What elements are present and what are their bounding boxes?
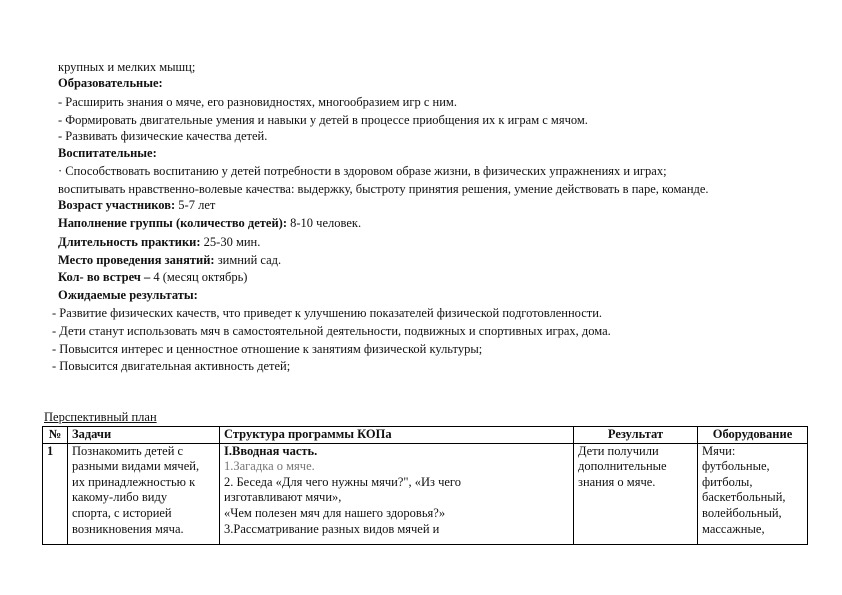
- structure-line: «Чем полезен мяч для нашего здоровья?»: [224, 505, 446, 520]
- group-value: 8-10 человек.: [287, 216, 362, 230]
- result-item: - Дети станут использовать мяч в самостоятельной деятельности, подвижных и спортивных играх, дома.: [52, 324, 611, 338]
- row-tasks-cell: [68, 443, 220, 544]
- group-label: Наполнение группы (количество детей):: [58, 216, 288, 230]
- header-equipment: Оборудование: [698, 427, 808, 444]
- task-line: их принадлежностью к: [72, 474, 196, 489]
- duration-label: Длительность практики:: [58, 235, 201, 249]
- equipment-line: футбольные,: [702, 459, 770, 474]
- result-line: дополнительные: [578, 459, 667, 474]
- structure-line: 2. Беседа «Для чего нужны мячи?", «Из чего: [224, 474, 461, 489]
- place-row: [58, 253, 281, 268]
- result-item: - Повысится интерес и ценностное отношение к занятиям физической культуры;: [52, 342, 483, 356]
- header-tasks: Задачи: [68, 427, 220, 444]
- text-line-muscles: крупных и мелких мышц;: [58, 60, 196, 74]
- upbringing-item: · Способствовать воспитанию у детей потребности в здоровом образе жизни, в физических упражнениях и играх;: [58, 164, 667, 178]
- task-line: Познакомить детей с: [72, 443, 184, 458]
- equipment-line: Мячи:: [702, 443, 736, 458]
- row-structure-cell: [220, 443, 574, 544]
- result-line: Дети получили: [578, 443, 659, 458]
- plan-table: [42, 426, 808, 545]
- duration-value: 25-30 мин.: [200, 235, 261, 249]
- structure-line: изготавливают мячи»,: [224, 490, 342, 505]
- row-result-cell: [574, 443, 698, 544]
- age-row: [58, 198, 215, 213]
- plan-title: Перспективный план: [44, 410, 157, 424]
- task-line: спорта, с историей: [72, 505, 172, 520]
- place-label: Место проведения занятий:: [58, 253, 215, 267]
- task-line: возникновения мяча.: [72, 521, 184, 536]
- equipment-line: волейбольный,: [702, 505, 782, 520]
- educational-heading: Образовательные:: [58, 76, 163, 90]
- structure-line: 1.Загадка о мяче.: [224, 459, 315, 474]
- table-row: [43, 443, 808, 544]
- place-value: зимний сад.: [214, 253, 282, 267]
- structure-line: 3.Рассматривание разных видов мячей и: [224, 521, 440, 536]
- edu-item: - Расширить знания о мяче, его разновидностях, многообразием игр с ним.: [58, 95, 457, 109]
- equipment-line: баскетбольный,: [702, 490, 786, 505]
- result-item: - Повысится двигательная активность детей;: [52, 359, 291, 373]
- header-num: №: [43, 427, 68, 444]
- structure-heading: I.Вводная часть.: [224, 443, 318, 458]
- header-structure: Структура программы КОПа: [220, 427, 574, 444]
- upbringing-item: воспитывать нравственно-волевые качества: выдержку, быстроту принятия решения, умение действовать в паре, команде.: [58, 182, 709, 196]
- edu-item: - Развивать физические качества детей.: [58, 129, 268, 143]
- duration-row: [58, 235, 260, 250]
- meetings-value: 4 (месяц октябрь): [150, 270, 248, 284]
- age-value: 5-7 лет: [175, 198, 216, 212]
- table-header-row: [43, 427, 808, 444]
- result-item: - Развитие физических качеств, что приведет к улучшению показателей физической подготовленности.: [52, 306, 603, 320]
- task-line: разными видами мячей,: [72, 459, 200, 474]
- edu-item: - Формировать двигательные умения и навыки у детей в процессе приобщения их к играм с мячом.: [58, 113, 588, 127]
- row-equipment-cell: [698, 443, 808, 544]
- meetings-row: [58, 270, 247, 285]
- results-heading: Ожидаемые результаты:: [58, 288, 198, 302]
- result-line: знания о мяче.: [578, 474, 656, 489]
- age-label: Возраст участников:: [58, 198, 176, 212]
- group-row: [58, 216, 361, 231]
- upbringing-heading: Воспитательные:: [58, 146, 157, 160]
- meetings-label: Кол- во встреч –: [58, 270, 151, 284]
- task-line: какому-либо виду: [72, 490, 168, 505]
- equipment-line: массажные,: [702, 521, 765, 536]
- row-num: 1: [43, 443, 68, 544]
- header-result: Результат: [574, 427, 698, 444]
- equipment-line: фитболы,: [702, 474, 753, 489]
